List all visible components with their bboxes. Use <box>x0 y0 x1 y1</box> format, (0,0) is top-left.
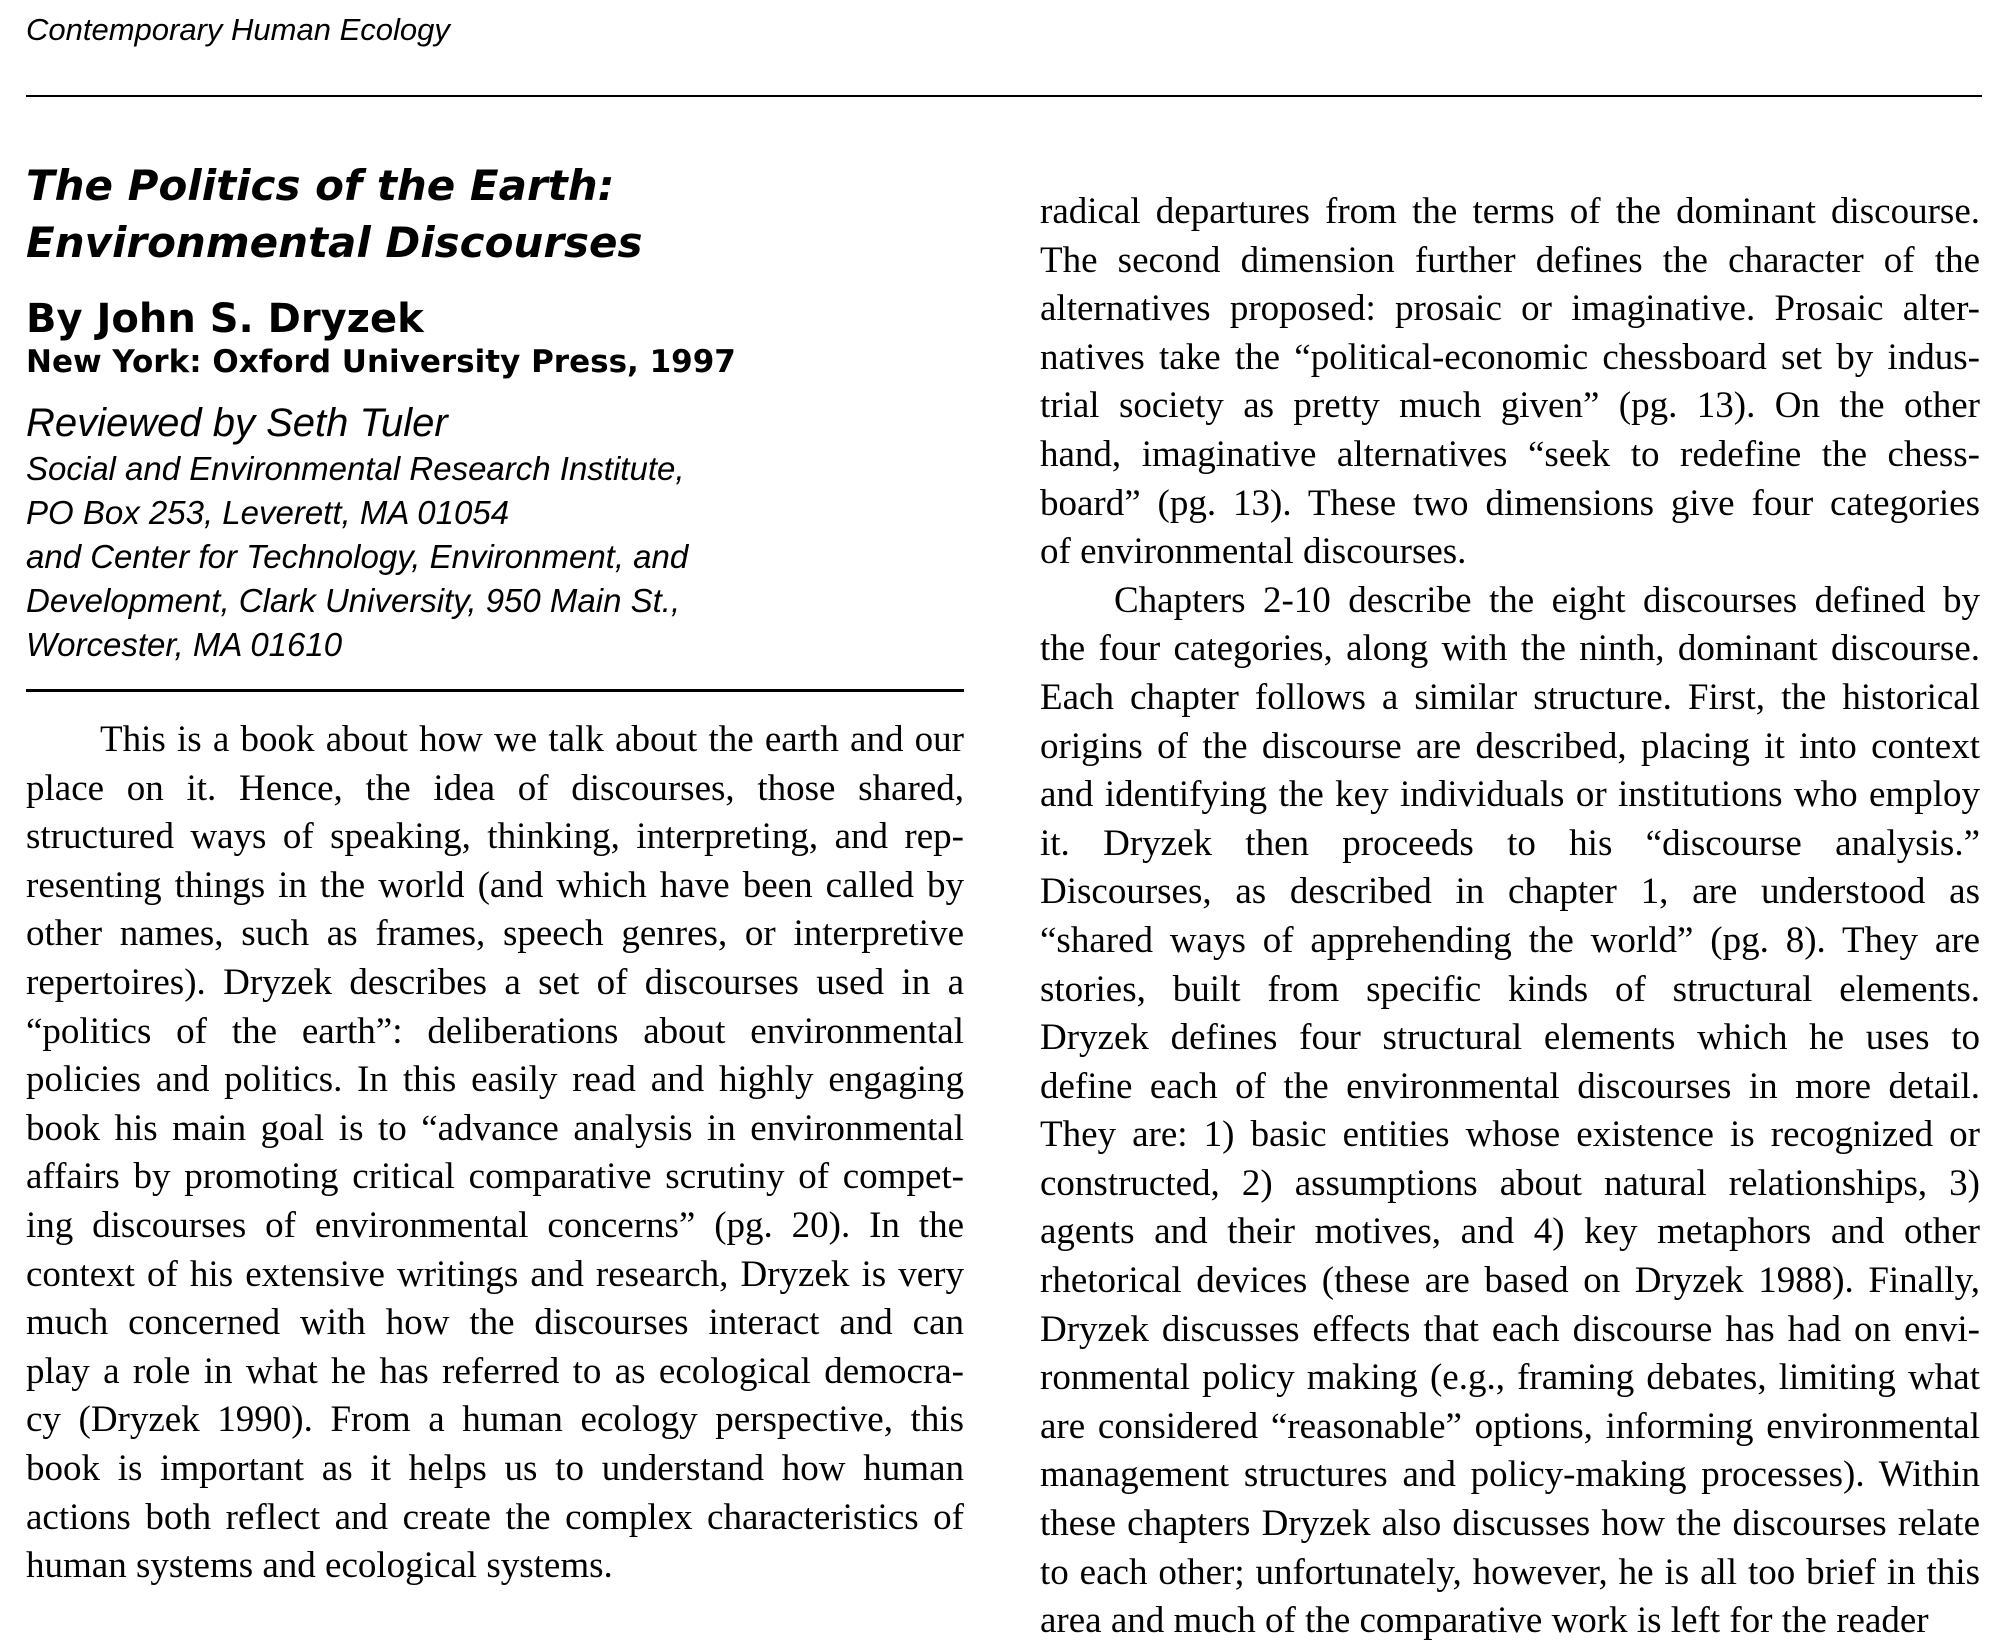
text-line: structured ways of speaking, thinking, interpreting, and rep- <box>26 816 964 858</box>
right-paragraph-2 <box>1040 577 1980 1646</box>
text-line: are considered “reasonable” options, informing environmental <box>1040 1405 1980 1447</box>
running-header-journal: Contemporary Human Ecology <box>26 12 450 47</box>
text-line: rhetorical devices (these are based on Dryzek 1988). Finally, <box>1040 1260 1980 1302</box>
text-line: management structures and policy-making processes). Within <box>1040 1454 1980 1496</box>
text-line: book his main goal is to “advance analysis in environmental <box>26 1107 964 1149</box>
text-line: actions both reflect and create the complex characteristics of <box>26 1496 964 1538</box>
affiliation-line: PO Box 253, Leverett, MA 01054 <box>26 494 510 531</box>
text-line: Each chapter follows a similar structure. First, the historical <box>1040 676 1980 718</box>
text-line: stories, built from specific kinds of structural elements. <box>1040 968 1980 1010</box>
affiliation-line: and Center for Technology, Environment, and <box>26 538 689 575</box>
text-line: resenting things in the world (and which have been called by <box>26 864 964 906</box>
text-line: other names, such as frames, speech genres, or interpretive <box>26 913 964 955</box>
text-line: much concerned with how the discourses interact and can <box>26 1302 964 1344</box>
text-line: the four categories, along with the ninth, dominant discourse. <box>1040 628 1980 670</box>
text-line: and identifying the key individuals or institutions who employ <box>1040 774 1980 816</box>
text-line: This is a book about how we talk about the earth and our <box>100 719 964 760</box>
text-line: “shared ways of apprehending the world” (pg. 8). They are <box>1040 919 1980 961</box>
left-paragraph-1 <box>26 716 964 1591</box>
left-column <box>26 157 964 1591</box>
text-line: cy (Dryzek 1990). From a human ecology perspective, this <box>26 1399 964 1441</box>
text-line: agents and their motives, and 4) key metaphors and other <box>1040 1211 1980 1253</box>
text-line: context of his extensive writings and research, Dryzek is very <box>26 1253 964 1295</box>
text-line: trial society as pretty much given” (pg. 13). On the other <box>1040 385 1980 427</box>
review-title <box>26 157 964 271</box>
affiliation-line: Development, Clark University, 950 Main St., <box>26 582 681 619</box>
right-column <box>1040 188 1980 1646</box>
reviewer-affiliation <box>26 447 964 667</box>
text-line: constructed, 2) assumptions about natural relationships, 3) <box>1040 1162 1980 1204</box>
text-line: “politics of the earth”: deliberations about environmental <box>26 1010 964 1052</box>
text-line: area and much of the comparative work is left for the reader <box>1040 1600 1929 1642</box>
text-line: book is important as it helps us to understand how human <box>26 1447 964 1489</box>
book-publisher: New York: Oxford University Press, 1997 <box>26 344 736 380</box>
text-line: Dryzek discusses effects that each discourse has had on envi- <box>1040 1308 1980 1350</box>
text-line: ronmental policy making (e.g., framing debates, limiting what <box>1040 1357 1980 1399</box>
text-line: to each other; unfortunately, however, he is all too brief in this <box>1040 1551 1980 1593</box>
text-line: play a role in what he has referred to as ecological democra- <box>26 1350 964 1392</box>
section-rule <box>26 689 964 692</box>
text-line: The second dimension further defines the character of the <box>1040 239 1980 281</box>
text-line: define each of the environmental discourses in more detail. <box>1040 1065 1980 1107</box>
text-line: natives take the “political-economic chessboard set by indus- <box>1040 336 1980 378</box>
title-line-1: The Politics of the Earth: <box>26 161 615 210</box>
text-line: human systems and ecological systems. <box>26 1545 613 1587</box>
text-line: Discourses, as described in chapter 1, are understood as <box>1040 871 1980 913</box>
header-rule <box>26 95 1982 97</box>
text-line: origins of the discourse are described, placing it into context <box>1040 725 1980 767</box>
text-line: policies and politics. In this easily read and highly engaging <box>26 1059 964 1101</box>
right-paragraph-1 <box>1040 188 1980 577</box>
text-line: place on it. Hence, the idea of discourses, those shared, <box>26 767 964 809</box>
text-line: Dryzek defines four structural elements which he uses to <box>1040 1017 1980 1059</box>
text-line: these chapters Dryzek also discusses how the discourses relate <box>1040 1503 1980 1545</box>
book-author: By John S. Dryzek <box>26 296 424 342</box>
text-line: affairs by promoting critical comparative scrutiny of compet- <box>26 1156 964 1198</box>
text-line: board” (pg. 13). These two dimensions give four categories <box>1040 482 1980 524</box>
text-line: ing discourses of environmental concerns” (pg. 20). In the <box>26 1204 964 1246</box>
text-line: hand, imaginative alternatives “seek to redefine the chess- <box>1040 433 1980 475</box>
reviewer-name: Reviewed by Seth Tuler <box>26 401 448 445</box>
text-line: it. Dryzek then proceeds to his “discourse analysis.” <box>1040 822 1980 864</box>
text-line: They are: 1) basic entities whose existence is recognized or <box>1040 1114 1980 1156</box>
affiliation-line: Social and Environmental Research Institute, <box>26 450 685 487</box>
text-line: radical departures from the terms of the dominant discourse. <box>1040 191 1980 232</box>
text-line: of environmental discourses. <box>1040 531 1467 573</box>
title-line-2: Environmental Discourses <box>26 218 643 267</box>
text-line: repertoires). Dryzek describes a set of discourses used in a <box>26 961 964 1003</box>
affiliation-line: Worcester, MA 01610 <box>26 626 343 663</box>
text-line: alternatives proposed: prosaic or imaginative. Prosaic alter- <box>1040 288 1980 330</box>
text-line: Chapters 2-10 describe the eight discourses defined by <box>1114 579 1980 621</box>
